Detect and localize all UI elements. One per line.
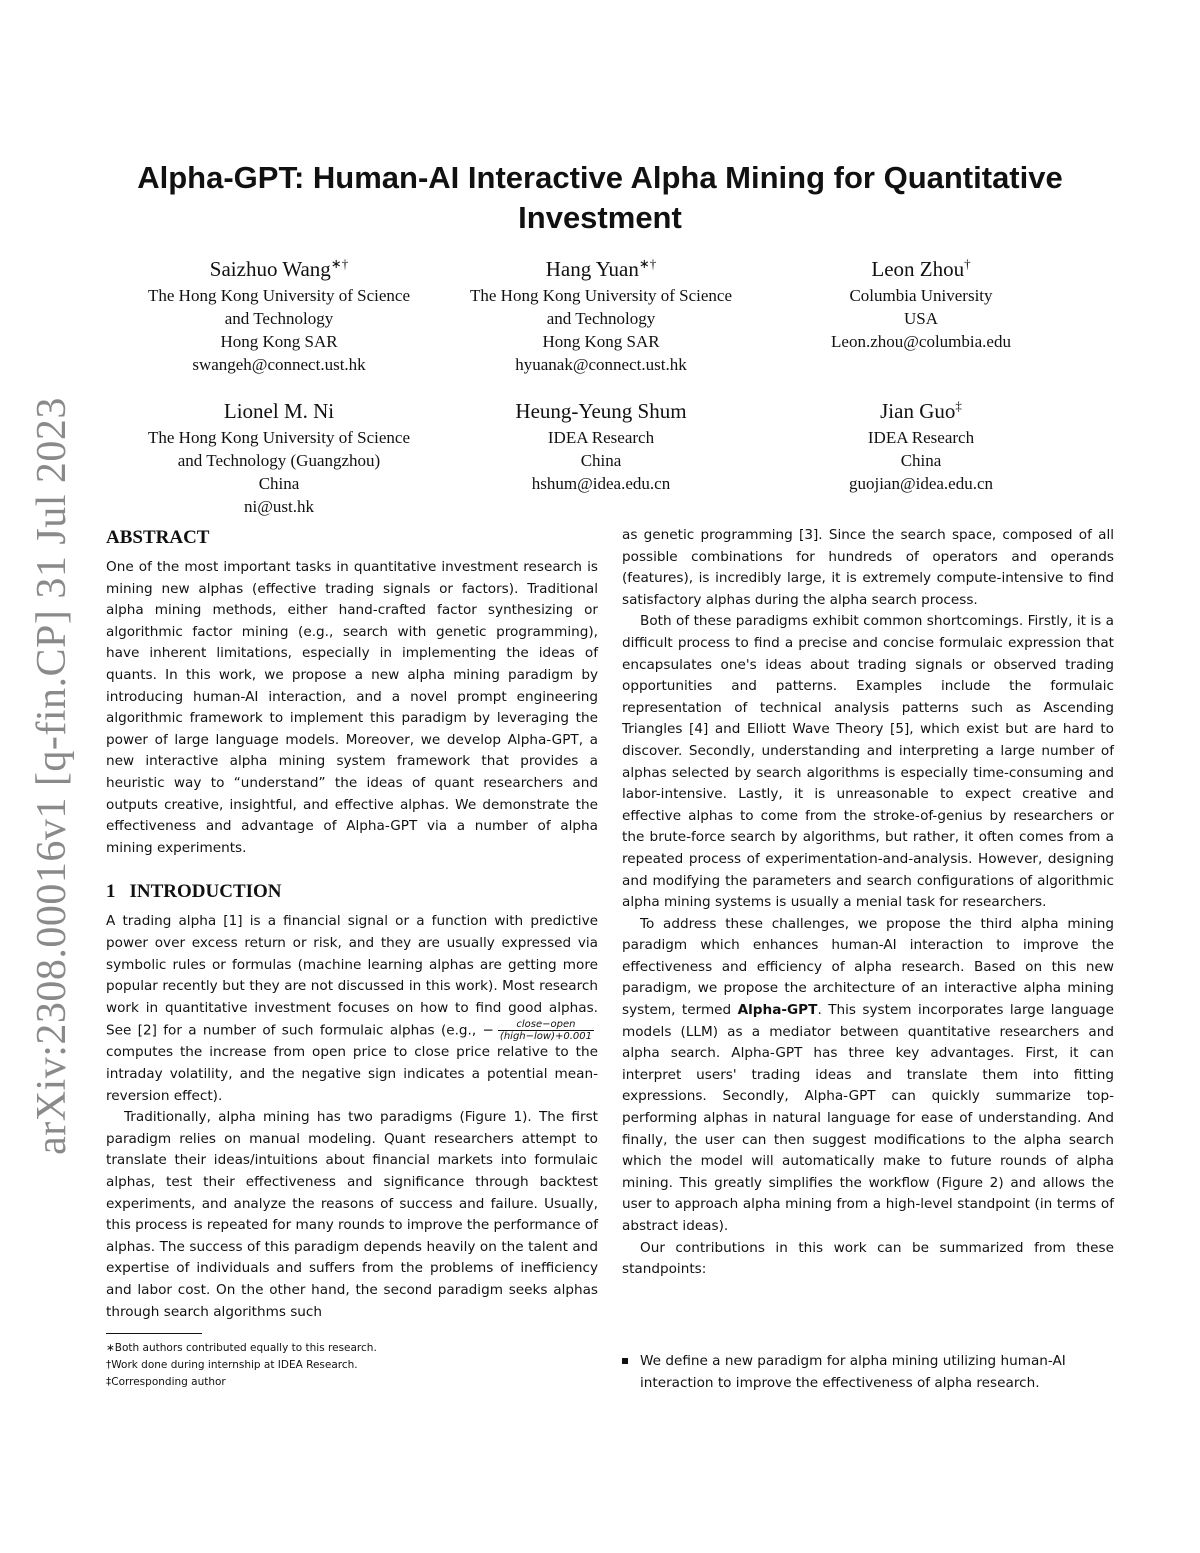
author-email: ni@ust.hk (244, 497, 314, 516)
author-name: Hang Yuan∗† (545, 256, 657, 281)
author-email: hyuanak@connect.ust.hk (515, 355, 687, 374)
author-block (756, 391, 1086, 495)
author-location: China (258, 474, 300, 493)
footnotes (106, 1340, 598, 1391)
author-name: Leon Zhou† (871, 256, 971, 281)
author-location: Hong Kong SAR (542, 332, 660, 351)
footnote: ∗Both authors contributed equally to this research. (106, 1342, 377, 1354)
abstract-text: One of the most important tasks in quantitative investment research is mining new alphas (effective trading signals or factors). Traditional alpha mining methods, either hand-crafted factor synthesizing or algorithmic factor mining (e.g., search with genetic programming), have inherent limitations, especially in implementing the ideas of quants. In this work, we propose a new alpha mining paradigm by introducing human-AI interaction, and a novel prompt engineering algorithmic framework to implement this paradigm by leveraging the power of large language models. Moreover, we develop Alpha-GPT, a new interactive alpha mining system framework that provides a heuristic way to “understand” the ideas of quant researchers and outputs creative, insightful, and effective alphas. We demonstrate the effectiveness and advantage of Alpha-GPT via a number of alpha mining experiments. (106, 559, 598, 856)
author-block (756, 249, 1086, 353)
body-paragraph: as genetic programming [3]. Since the search space, composed of all possible combinations for hundreds of operators and operands (features), is incredibly large, it is extremely compute-intensive to find satisfactory alphas during the alpha search process. (622, 527, 1114, 608)
author-name: Jian Guo‡ (880, 398, 962, 423)
paper-title: Alpha-GPT: Human-AI Interactive Alpha Mining for Quantitative Investment (137, 160, 1063, 235)
left-column (106, 525, 598, 1323)
author-affiliation: and Technology (546, 309, 656, 328)
author-affiliation: Columbia University (849, 286, 993, 305)
abstract-heading: ABSTRACT (106, 527, 210, 548)
author-email: guojian@idea.edu.cn (848, 474, 994, 493)
body-paragraph: Both of these paradigms exhibit common shortcomings. Firstly, it is a difficult process to find a precise and concise formulaic expression that encapsulates one's ideas about trading signals or observed trading opportunities and patterns. Examples include the formulaic representation of technical analysis patterns such as Ascending Triangles [4] and Elliott Wave Theory [5], which exist but are hard to discover. Secondly, understanding and interpreting a large number of alphas selected by search algorithms is especially time-consuming and labor-intensive. Lastly, it is unreasonable to expect creative and effective alphas to come from the stroke-of-genius by researchers or the brute-force search by algorithms, but rather, it often comes from a repeated process of experimentation-and-analysis. However, designing and modifying the parameters and search configurations of algorithmic alpha mining systems is usually a menial task for researchers. (622, 613, 1114, 911)
author-affiliation: IDEA Research (547, 428, 655, 447)
formula-fraction: $\frac{\text{close−open}}{\text{(high−low)+0.001}}$ (499, 1019, 592, 1043)
section-heading-introduction: 1 INTRODUCTION (106, 881, 282, 903)
author-affiliation: IDEA Research (867, 428, 975, 447)
author-name: Saizhuo Wang∗† (209, 256, 349, 281)
right-column (622, 525, 1114, 1281)
author-affiliation: and Technology (224, 309, 334, 328)
contribution-bullet (622, 1350, 1102, 1394)
author-location: China (900, 451, 942, 470)
author-affiliation: and Technology (Guangzhou) (177, 451, 381, 470)
author-affiliation: The Hong Kong University of Science (147, 286, 411, 305)
author-name: Heung-Yeung Shum (515, 399, 687, 423)
author-email: Leon.zhou@columbia.edu (831, 332, 1011, 351)
intro-paragraph: Traditionally, alpha mining has two paradigms (Figure 1). The first paradigm relies on manual modeling. Quant researchers attempt to translate their ideas/intuitions about financial markets into formulaic alphas, test their effectiveness and significance through backtest experiments, and analyze the reasons of success and failure. Usually, this process is repeated for many rounds to improve the performance of alphas. The success of this paradigm depends heavily on the talent and expertise of individuals and suffers from the problems of inefficiency and labor cost. On the other hand, the second paradigm seeks alphas through search algorithms such (106, 1109, 598, 1320)
author-block (114, 249, 444, 376)
body-paragraph: Our contributions in this work can be summarized from these standpoints: (622, 1239, 1114, 1278)
footnote: †Work done during internship at IDEA Research. (106, 1359, 358, 1371)
author-location: China (580, 451, 622, 470)
author-location: Hong Kong SAR (220, 332, 338, 351)
author-email: hshum@idea.edu.cn (531, 474, 671, 493)
author-affiliation: The Hong Kong University of Science (147, 428, 411, 447)
intro-paragraph: A trading alpha [1] is a financial signal or a function with predictive power over excess return or risk, and they are usually expressed via symbolic rules or formulas (machine learning alphas are getting more popular recently but they are not discussed in this work). Most research work in quantitative investment focuses on how to find good alphas. See [2] for a number of such formulaic alphas (e.g., − $\frac{\text{close−open}}{\text{(high−low)+0.001}}$ computes the increase from open price to close price relative to the intraday volatility, and the negative sign indicates a potential mean-reversion effect). (106, 913, 598, 1104)
author-affiliation: The Hong Kong University of Science (469, 286, 733, 305)
footnote: ‡Corresponding author (106, 1376, 226, 1388)
bullet-text: We define a new paradigm for alpha mining utilizing human-AI interaction to improve the effectiveness of alpha research. (640, 1353, 1066, 1391)
footnote-rule (106, 1333, 202, 1334)
author-location: USA (903, 309, 938, 328)
arxiv-identifier-text: arXiv:2308.00016v1 [q-fin.CP] 31 Jul 2023 (29, 397, 75, 1155)
author-block (436, 391, 766, 495)
bullet-marker (622, 1358, 628, 1364)
body-paragraph: To address these challenges, we propose the third alpha mining paradigm which enhances human-AI interaction to improve the effectiveness and efficiency of alpha research. Based on this new paradigm, we propose the architecture of an interactive alpha mining system, termed Alpha-GPT. This system incorporates large language models (LLM) as a mediator between quantitative researchers and alpha search. Alpha-GPT has three key advantages. First, it can interpret users' trading ideas and translate them into fitting expressions. Secondly, Alpha-GPT can quickly summarize top-performing alphas in natural language for ease of understanding. And finally, the user can then suggest modifications to the alpha search which the model will automatically make to future rounds of alpha mining. This greatly simplifies the workflow (Figure 2) and allows the user to approach alpha mining from a high-level standpoint (in terms of abstract ideas). (622, 915, 1115, 1234)
author-name: Lionel M. Ni (223, 399, 335, 423)
author-email: swangeh@connect.ust.hk (192, 355, 366, 374)
author-block (114, 391, 444, 518)
author-block (436, 249, 766, 376)
